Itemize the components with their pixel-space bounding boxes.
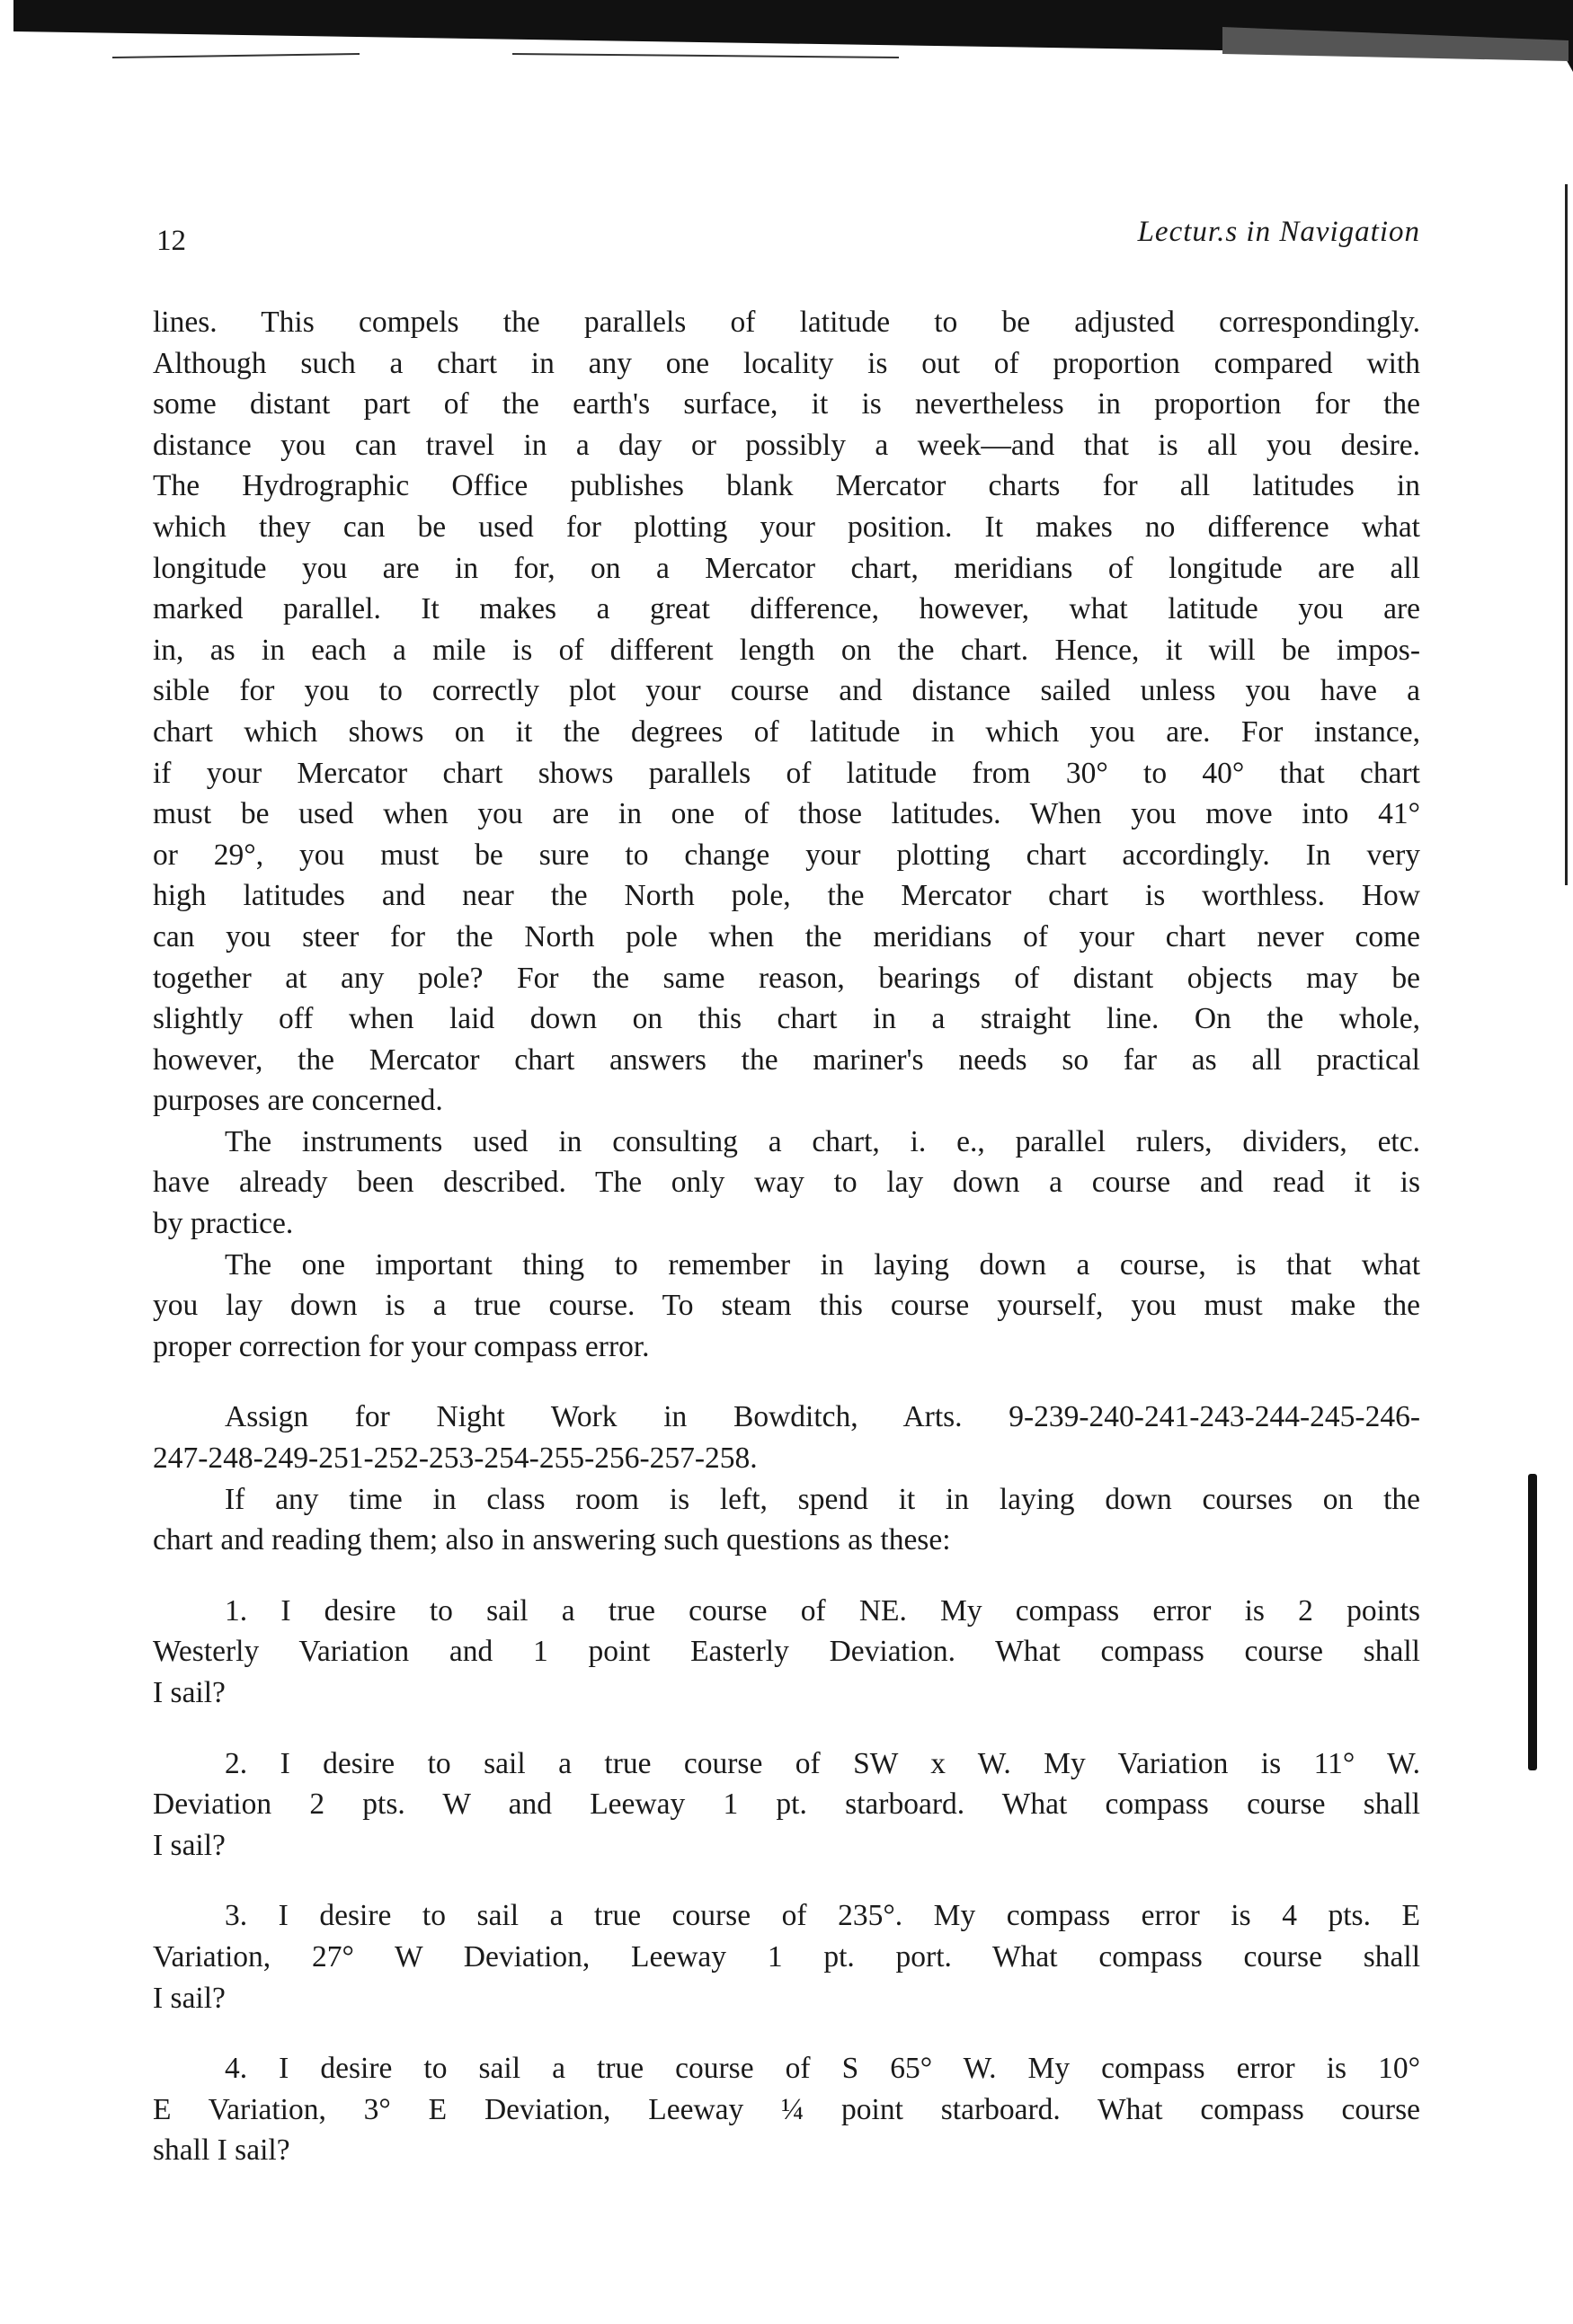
text-line: must be used when you are in one of those latitudes. When you move into 41° [153,797,1420,831]
paragraph [153,1895,1420,2018]
text-line: by practice. [153,1207,294,1241]
text-line: distance you can travel in a day or possibly a week—and that is all you desire. [153,428,1420,462]
text-line: can you steer for the North pole when the meridians of your chart never come [153,919,1420,954]
scan-border-artifact [0,0,1573,81]
text-line: together at any pole? For the same reason, bearings of distant objects may be [153,961,1420,995]
page-edge-line [1565,184,1568,885]
paragraph-gap [153,1367,1420,1397]
text-line: however, the Mercator chart answers the mariner's needs so far as all practical [153,1042,1420,1077]
paragraph-gap [153,1866,1420,1895]
text-line: in, as in each a mile is of different length on the chart. Hence, it will be impos- [153,633,1420,667]
text-line: Assign for Night Work in Bowditch, Arts. 9-239-240-241-243-244-245-246- [225,1400,1420,1434]
text-line: which they can be used for plotting your position. It makes no difference what [153,510,1420,544]
text-line: you lay down is a true course. To steam this course yourself, you must make the [153,1289,1420,1323]
text-line: Westerly Variation and 1 point Easterly Deviation. What compass course shall [153,1635,1420,1669]
text-line: 2. I desire to sail a true course of SW x W. My Variation is 11° W. [225,1746,1420,1780]
text-line: if your Mercator chart shows parallels of latitude from 30° to 40° that chart [153,756,1420,790]
text-line: Variation, 27° W Deviation, Leeway 1 pt. port. What compass course shall [153,1939,1420,1974]
paragraph [153,1397,1420,1478]
text-line: The Hydrographic Office publishes blank Mercator charts for all latitudes in [153,469,1420,503]
text-line: chart and reading them; also in answering such questions as these: [153,1523,951,1557]
text-line: 1. I desire to sail a true course of NE. My compass error is 2 points [225,1593,1420,1628]
running-title: Lectur.s in Navigation [1137,216,1420,248]
text-line: The instruments used in consulting a chart, i. e., parallel rulers, dividers, etc. [225,1124,1420,1158]
text-line: some distant part of the earth's surface, it is nevertheless in proportion for the [153,387,1420,421]
text-line: I sail? [153,1828,226,1862]
text-line: Deviation 2 pts. W and Leeway 1 pt. starboard. What compass course shall [153,1787,1420,1822]
text-line: Although such a chart in any one locality is out of proportion compared with [153,346,1420,380]
text-line: longitude you are in for, on a Mercator chart, meridians of longitude are all [153,551,1420,585]
paragraph [153,1591,1420,1714]
paragraph-gap [153,1714,1420,1743]
text-line: lines. This compels the parallels of latitude to be adjusted correspondingly. [153,306,1420,339]
text-line: purposes are concerned. [153,1084,443,1118]
text-line: E Variation, 3° E Deviation, Leeway ¼ point starboard. What compass course [153,2092,1420,2126]
text-line: chart which shows on it the degrees of latitude in which you are. For instance, [153,714,1420,749]
paragraph [153,2048,1420,2171]
page-header [153,216,1420,261]
text-line: 4. I desire to sail a true course of S 65° W. My compass error is 10° [225,2052,1420,2086]
text-line: have already been described. The only way to lay down a course and read it is [153,1166,1420,1200]
text-line: 3. I desire to sail a true course of 235°. My compass error is 4 pts. E [225,1899,1420,1933]
page-number: 12 [156,225,186,257]
page-edge-mark [1528,1474,1537,1770]
paragraph-gap [153,2018,1420,2048]
page-body [153,302,1420,2171]
text-line: sible for you to correctly plot your course and distance sailed unless you have a [153,674,1420,708]
text-line: shall I sail? [153,2133,290,2168]
paragraph [153,1245,1420,1368]
text-line: The one important thing to remember in laying down a course, is that what [225,1247,1420,1282]
text-line: I sail? [153,1981,226,2015]
text-line: or 29°, you must be sure to change your plotting chart accordingly. In very [153,838,1420,872]
text-line: slightly off when laid down on this chart in a straight line. On the whole, [153,1002,1420,1036]
paragraph [153,1122,1420,1245]
text-line: 247-248-249-251-252-253-254-255-256-257-258. [153,1441,758,1476]
text-line: If any time in class room is left, spend it in laying down courses on the [225,1482,1420,1516]
paragraph [153,1743,1420,1867]
paragraph [153,1479,1420,1561]
text-line: high latitudes and near the North pole, the Mercator chart is worthless. How [153,879,1420,913]
text-line: marked parallel. It makes a great difference, however, what latitude you are [153,592,1420,626]
text-line: I sail? [153,1676,226,1709]
paragraph [153,302,1420,1122]
text-line: proper correction for your compass error. [153,1329,650,1363]
paragraph-gap [153,1561,1420,1591]
